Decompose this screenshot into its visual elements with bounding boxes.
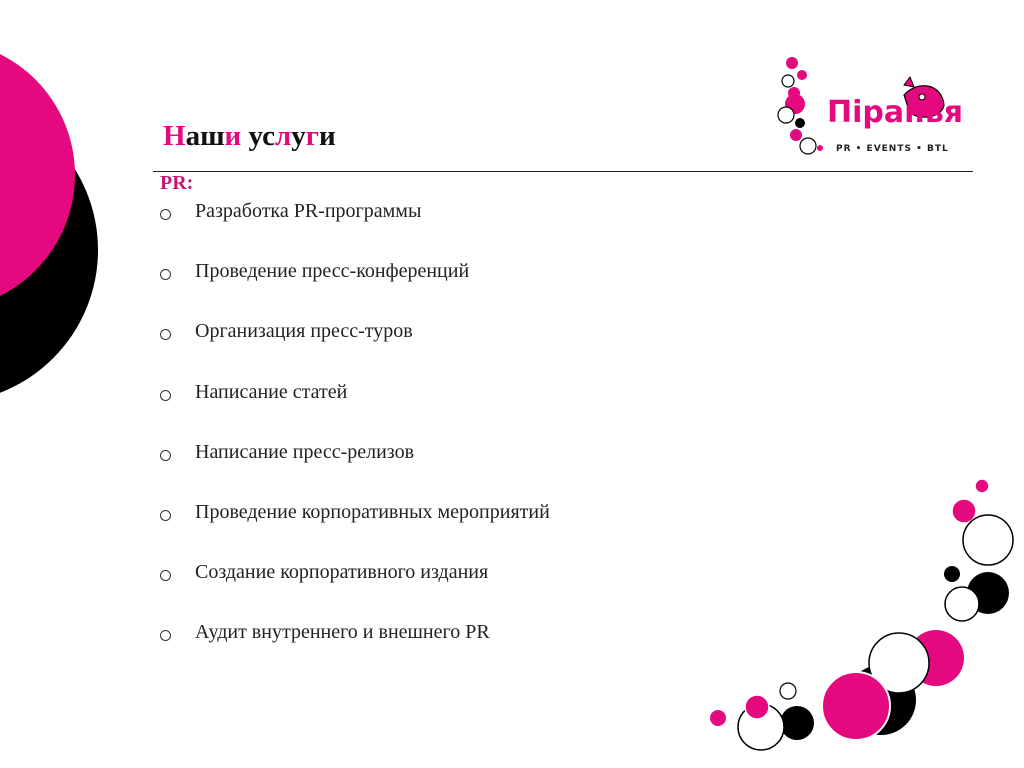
title-part: ус xyxy=(241,120,275,152)
title-part: Н xyxy=(163,120,186,152)
list-item-text: Написание пресс-релизов xyxy=(195,440,415,463)
title-part: л xyxy=(275,120,292,152)
list-item-text: Организация пресс-туров xyxy=(195,320,413,343)
circle-bullet-icon xyxy=(160,450,171,461)
list-item xyxy=(160,320,550,380)
logo-tagline: PR • EVENTS • BTL xyxy=(836,144,949,154)
list-item xyxy=(160,621,550,681)
circle-bullet-icon xyxy=(160,510,171,521)
list-item-text: Создание корпоративного издания xyxy=(195,561,489,584)
list-item xyxy=(160,200,550,260)
list-item-text: Проведение корпоративных мероприятий xyxy=(195,500,550,523)
title-part: г xyxy=(305,120,319,152)
list-item xyxy=(160,260,550,320)
page-title xyxy=(163,120,336,153)
logo-name: Піранья xyxy=(827,95,964,130)
title-part: и xyxy=(224,120,242,152)
list-item xyxy=(160,501,550,561)
list-item xyxy=(160,441,550,501)
services-list xyxy=(160,200,550,682)
bubble-cluster xyxy=(710,479,1013,750)
title-part: аш xyxy=(185,120,225,152)
list-item-text: Проведение пресс-конференций xyxy=(195,260,470,283)
title-part: и xyxy=(318,120,336,152)
circle-bullet-icon xyxy=(160,269,171,280)
circle-bullet-icon xyxy=(160,209,171,220)
title-divider xyxy=(153,171,973,172)
title-part: у xyxy=(291,120,306,152)
circle-bullet-icon xyxy=(160,630,171,641)
circle-bullet-icon xyxy=(160,390,171,401)
section-label: PR: xyxy=(160,172,194,194)
list-item-text: Аудит внутреннего и внешнего PR xyxy=(195,621,490,644)
circle-bullet-icon xyxy=(160,570,171,581)
circle-bullet-icon xyxy=(160,329,171,340)
list-item xyxy=(160,561,550,621)
list-item xyxy=(160,381,550,441)
list-item-text: Написание статей xyxy=(195,380,348,403)
list-item-text: Разработка PR-программы xyxy=(195,200,422,222)
